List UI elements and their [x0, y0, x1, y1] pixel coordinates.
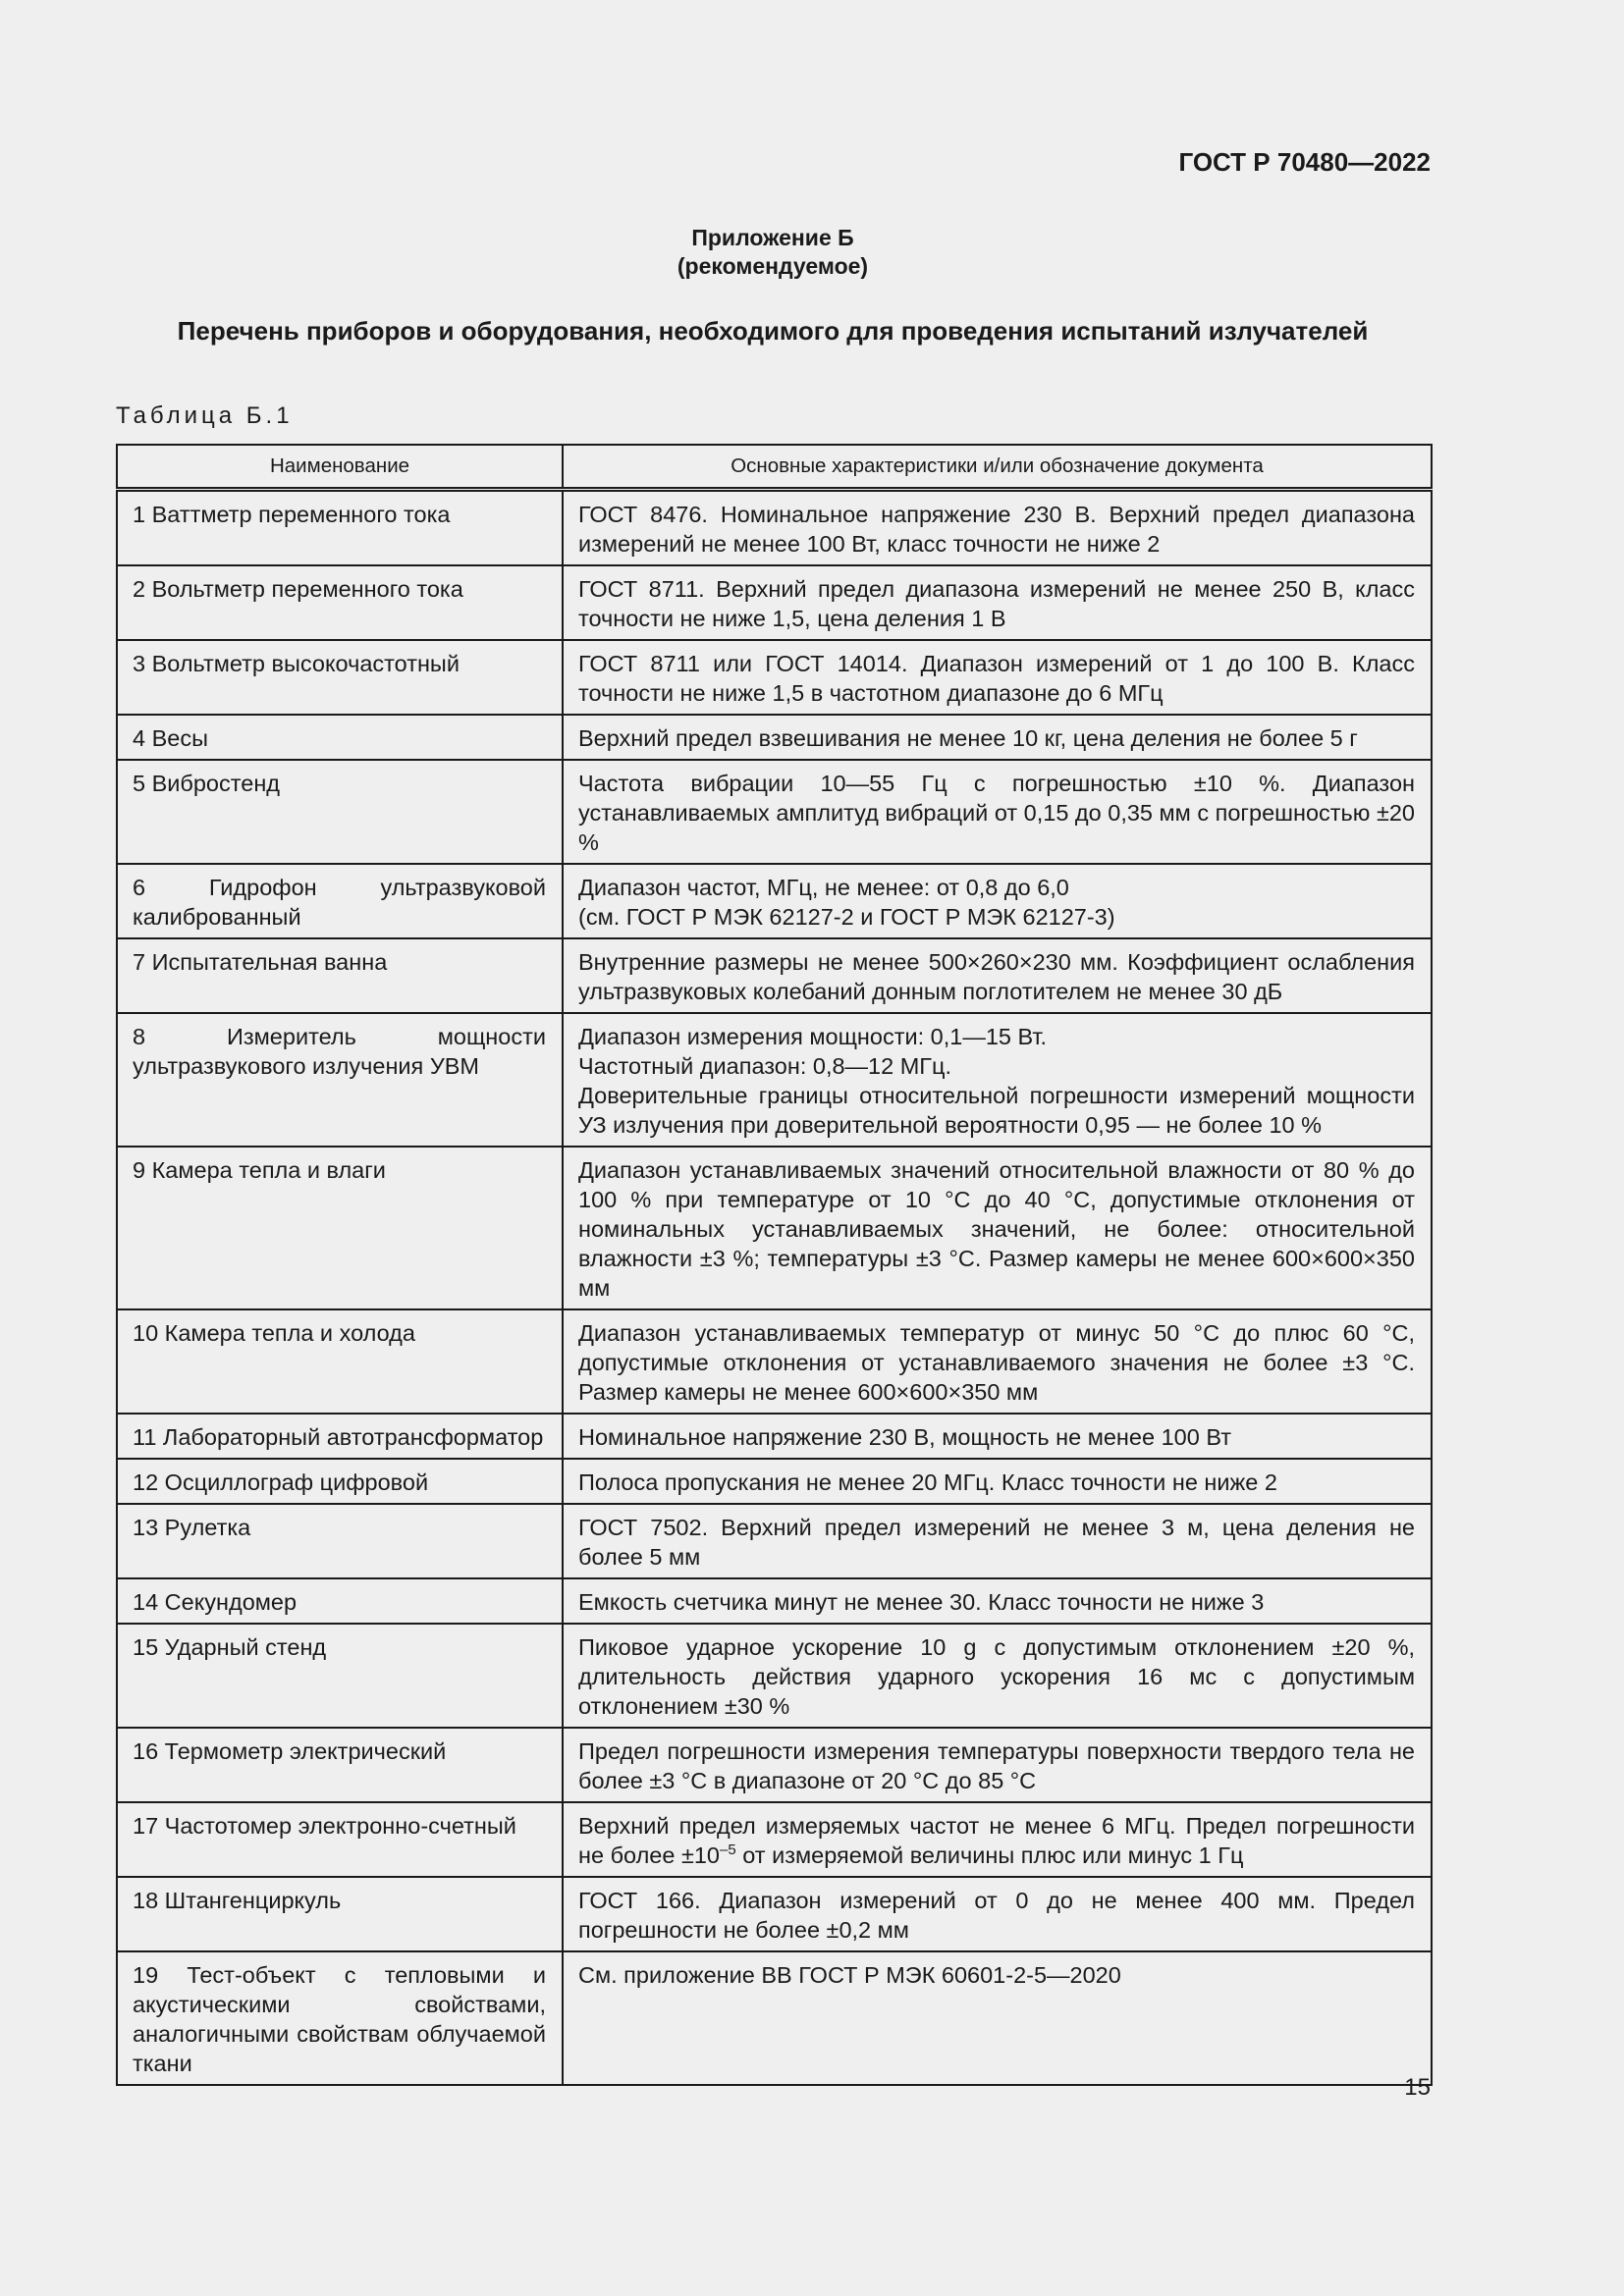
equipment-characteristics-cell	[563, 715, 1432, 760]
table-row	[117, 1013, 1432, 1147]
equipment-characteristics-cell	[563, 864, 1432, 938]
page-heading: Перечень приборов и оборудования, необходимого для проведения испытаний излучателей	[177, 316, 1369, 346]
characteristics-line: ГОСТ 7502. Верхний предел измерений не менее 3 м, цена деления не более 5 мм	[578, 1515, 1415, 1570]
appendix-title: Приложение Б	[691, 225, 854, 250]
equipment-name-cell: 6 Гидрофон ультразвуковой калиброванный	[117, 864, 563, 938]
table-row	[117, 1504, 1432, 1578]
table-row	[117, 864, 1432, 938]
characteristics-text: Верхний предел измеряемых частот не менее 6 МГц. Предел погрешности не более ±10	[578, 1813, 1415, 1868]
column-header-characteristics: Основные характеристики и/или обозначение документа	[563, 445, 1432, 490]
equipment-characteristics-cell	[563, 1624, 1432, 1728]
equipment-name-cell: 12 Осциллограф цифровой	[117, 1459, 563, 1504]
equipment-name-cell: 11 Лабораторный автотрансформатор	[117, 1414, 563, 1459]
table-header-row	[117, 445, 1432, 490]
equipment-characteristics-cell	[563, 1802, 1432, 1877]
table-row	[117, 565, 1432, 640]
equipment-characteristics-cell	[563, 1309, 1432, 1414]
table-row	[117, 1147, 1432, 1309]
table-row	[117, 1578, 1432, 1624]
characteristics-line: ГОСТ 8476. Номинальное напряжение 230 В. Верхний предел диапазона измерений не менее 100 Вт, класс точности не ниже 2	[578, 502, 1415, 557]
exponent: –5	[720, 1842, 736, 1859]
equipment-table	[116, 444, 1433, 2086]
characteristics-line: Диапазон частот, МГц, не менее: от 0,8 до 6,0	[578, 875, 1069, 900]
equipment-characteristics-cell	[563, 1147, 1432, 1309]
equipment-name-cell: 4 Весы	[117, 715, 563, 760]
characteristics-line: Верхний предел взвешивания не менее 10 кг, цена деления не более 5 г	[578, 725, 1358, 751]
equipment-name-cell: 1 Ваттметр переменного тока	[117, 490, 563, 566]
table-row	[117, 1414, 1432, 1459]
equipment-characteristics-cell	[563, 938, 1432, 1013]
appendix-subtitle: (рекомендуемое)	[677, 253, 869, 279]
characteristics-line: Предел погрешности измерения температуры поверхности твердого тела не более ±3 °С в диапазоне от 20 °С до 85 °С	[578, 1738, 1415, 1793]
table-row	[117, 1728, 1432, 1802]
equipment-name-cell: 9 Камера тепла и влаги	[117, 1147, 563, 1309]
characteristics-line: Доверительные границы относительной погрешности измерений мощности УЗ излучения при доверительной вероятности 0,95 — не более 10 %	[578, 1083, 1415, 1138]
equipment-characteristics-cell	[563, 1877, 1432, 1951]
table-row	[117, 1951, 1432, 2085]
equipment-characteristics-cell	[563, 640, 1432, 715]
equipment-characteristics-cell	[563, 490, 1432, 566]
characteristics-line: Диапазон устанавливаемых значений относительной влажности от 80 % до 100 % при температуре от 10 °С до 40 °С, допустимые отклонения от номинальных устанавливаемых значений, не более: относительной влажности ±3 %; температуры ±3 °С. Размер камеры не менее 600×600×350 мм	[578, 1157, 1415, 1301]
equipment-name-cell: 18 Штангенциркуль	[117, 1877, 563, 1951]
characteristics-line: ГОСТ 166. Диапазон измерений от 0 до не менее 400 мм. Предел погрешности не более ±0,2 мм	[578, 1888, 1415, 1943]
characteristics-text: от измеряемой величины плюс или минус 1 Гц	[735, 1842, 1244, 1868]
table-row	[117, 1877, 1432, 1951]
table-body	[117, 490, 1432, 2086]
equipment-name-cell: 2 Вольтметр переменного тока	[117, 565, 563, 640]
equipment-name-cell: 13 Рулетка	[117, 1504, 563, 1578]
characteristics-line: Диапазон устанавливаемых температур от минус 50 °С до плюс 60 °С, допустимые отклонения от устанавливаемого значения не более ±3 °С. Размер камеры не менее 600×600×350 мм	[578, 1320, 1415, 1405]
equipment-name-cell: 14 Секундомер	[117, 1578, 563, 1624]
appendix-title-block	[0, 224, 1545, 281]
equipment-characteristics-cell	[563, 1414, 1432, 1459]
equipment-name-cell: 10 Камера тепла и холода	[117, 1309, 563, 1414]
equipment-name-cell: 19 Тест-объект с тепловыми и акустическими свойствами, аналогичными свойствам облучаемой ткани	[117, 1951, 563, 2085]
equipment-name-cell: 3 Вольтметр высокочастотный	[117, 640, 563, 715]
characteristics-line: Пиковое ударное ускорение 10 g с допустимым отклонением ±20 %, длительность действия ударного ускорения 16 мс с допустимым отклонением ±30 %	[578, 1634, 1415, 1719]
table-row	[117, 1309, 1432, 1414]
equipment-name-cell: 8 Измеритель мощности ультразвукового излучения УВМ	[117, 1013, 563, 1147]
characteristics-line: ГОСТ 8711. Верхний предел диапазона измерений не менее 250 В, класс точности не ниже 1,5, цена деления 1 В	[578, 576, 1415, 631]
table-row	[117, 1459, 1432, 1504]
equipment-table-wrapper	[116, 444, 1431, 2086]
equipment-name-cell: 16 Термометр электрический	[117, 1728, 563, 1802]
page-number: 15	[1404, 2074, 1431, 2101]
characteristics-line: Диапазон измерения мощности: 0,1—15 Вт.	[578, 1024, 1048, 1049]
table-row	[117, 1624, 1432, 1728]
characteristics-line: Частотный диапазон: 0,8—12 МГц.	[578, 1053, 952, 1079]
equipment-characteristics-cell	[563, 1013, 1432, 1147]
table-row	[117, 640, 1432, 715]
characteristics-line: См. приложение ВВ ГОСТ Р МЭК 60601-2-5—2020	[578, 1962, 1121, 1988]
equipment-name-cell: 15 Ударный стенд	[117, 1624, 563, 1728]
characteristics-line: Номинальное напряжение 230 В, мощность не менее 100 Вт	[578, 1424, 1231, 1450]
characteristics-line: (см. ГОСТ Р МЭК 62127-2 и ГОСТ Р МЭК 62127-3)	[578, 904, 1115, 930]
equipment-characteristics-cell	[563, 565, 1432, 640]
characteristics-line: ГОСТ 8711 или ГОСТ 14014. Диапазон измерений от 1 до 100 В. Класс точности не ниже 1,5 в частотном диапазоне до 6 МГц	[578, 651, 1415, 706]
table-row	[117, 938, 1432, 1013]
table-row	[117, 490, 1432, 566]
document-code: ГОСТ Р 70480—2022	[1178, 147, 1431, 177]
equipment-characteristics-cell	[563, 760, 1432, 864]
characteristics-line: Полоса пропускания не менее 20 МГц. Класс точности не ниже 2	[578, 1469, 1277, 1495]
table-row	[117, 760, 1432, 864]
equipment-characteristics-cell	[563, 1951, 1432, 2085]
table-row	[117, 715, 1432, 760]
table-label: Таблица Б.1	[116, 402, 294, 429]
characteristics-line: Емкость счетчика минут не менее 30. Класс точности не ниже 3	[578, 1589, 1265, 1615]
column-header-name: Наименование	[117, 445, 563, 490]
equipment-name-cell: 17 Частотомер электронно-счетный	[117, 1802, 563, 1877]
equipment-characteristics-cell	[563, 1728, 1432, 1802]
characteristics-line: Внутренние размеры не менее 500×260×230 мм. Коэффициент ослабления ультразвуковых колебаний донным поглотителем не менее 30 дБ	[578, 949, 1415, 1004]
equipment-name-cell: 5 Вибростенд	[117, 760, 563, 864]
equipment-name-cell: 7 Испытательная ванна	[117, 938, 563, 1013]
equipment-characteristics-cell	[563, 1504, 1432, 1578]
equipment-characteristics-cell	[563, 1578, 1432, 1624]
characteristics-line: Частота вибрации 10—55 Гц с погрешностью ±10 %. Диапазон устанавливаемых амплитуд вибраций от 0,15 до 0,35 мм с погрешностью ±20 %	[578, 771, 1415, 855]
equipment-characteristics-cell	[563, 1459, 1432, 1504]
table-row	[117, 1802, 1432, 1877]
